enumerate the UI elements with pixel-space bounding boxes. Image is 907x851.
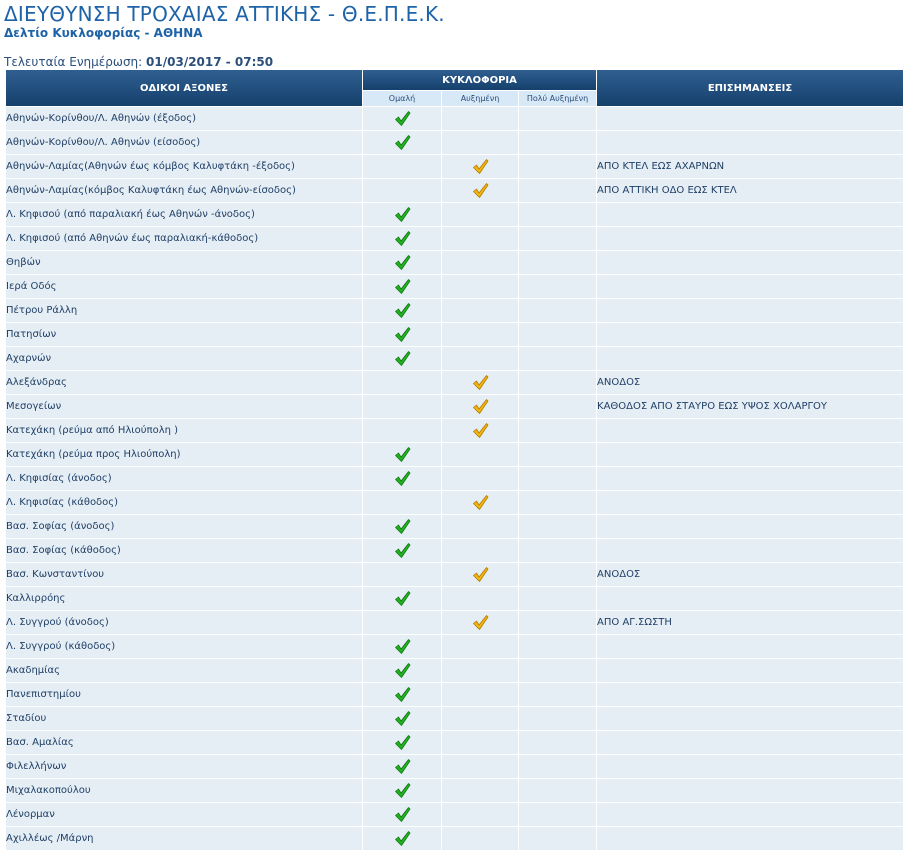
traffic-level-cell — [519, 491, 596, 514]
traffic-level-cell — [363, 323, 441, 346]
road-name: Βασ. Σοφίας (άνοδος) — [6, 515, 362, 538]
traffic-level-cell — [442, 251, 518, 274]
table-row — [6, 419, 903, 442]
traffic-level-cell — [519, 515, 596, 538]
road-note — [597, 539, 903, 562]
traffic-level-cell — [363, 251, 441, 274]
road-note — [597, 443, 903, 466]
road-note: ΑΠΟ ΚΤΕΛ ΕΩΣ ΑΧΑΡΝΩΝ — [597, 155, 903, 178]
traffic-level-cell — [363, 371, 441, 394]
traffic-level-cell — [442, 515, 518, 538]
road-name: Μιχαλακοπούλου — [6, 779, 362, 802]
table-row — [6, 203, 903, 226]
table-row — [6, 395, 903, 418]
traffic-level-cell — [363, 467, 441, 490]
traffic-level-cell — [442, 179, 518, 202]
table-row — [6, 347, 903, 370]
header-level-normal: Ομαλή — [363, 91, 441, 106]
traffic-level-cell — [363, 515, 441, 538]
table-row — [6, 467, 903, 490]
traffic-level-cell — [363, 419, 441, 442]
last-update-value: 01/03/2017 - 07:50 — [146, 55, 274, 69]
check-green-icon — [394, 446, 411, 463]
page-subtitle: Δελτίο Κυκλοφορίας - ΑΘΗΝΑ — [4, 26, 203, 40]
traffic-level-cell — [442, 587, 518, 610]
traffic-level-cell — [363, 611, 441, 634]
check-green-icon — [394, 326, 411, 343]
table-row — [6, 731, 903, 754]
traffic-level-cell — [363, 107, 441, 130]
traffic-level-cell — [519, 179, 596, 202]
traffic-level-cell — [442, 707, 518, 730]
road-note — [597, 491, 903, 514]
traffic-level-cell — [363, 395, 441, 418]
table-row — [6, 611, 903, 634]
traffic-level-cell — [442, 155, 518, 178]
road-note — [597, 707, 903, 730]
road-name: Λ. Κηφισίας (άνοδος) — [6, 467, 362, 490]
road-name: Λ. Κηφισίας (κάθοδος) — [6, 491, 362, 514]
check-green-icon — [394, 110, 411, 127]
traffic-level-cell — [442, 227, 518, 250]
road-note — [597, 347, 903, 370]
traffic-level-cell — [519, 587, 596, 610]
road-note: ΑΠΟ ΑΓ.ΣΩΣΤΗ — [597, 611, 903, 634]
check-orange-icon — [472, 614, 489, 631]
traffic-level-cell — [519, 371, 596, 394]
check-green-icon — [394, 758, 411, 775]
check-green-icon — [394, 518, 411, 535]
traffic-level-cell — [519, 659, 596, 682]
traffic-level-cell — [442, 755, 518, 778]
table-row — [6, 443, 903, 466]
check-green-icon — [394, 734, 411, 751]
road-name: Αθηνών-Λαμίας(κόμβος Καλυφτάκη έως Αθηνών-είσοδος) — [6, 179, 362, 202]
road-name: Λένορμαν — [6, 803, 362, 826]
check-green-icon — [394, 638, 411, 655]
header-roads: ΟΔΙΚΟΙ ΑΞΟΝΕΣ — [6, 70, 362, 106]
traffic-level-cell — [442, 395, 518, 418]
traffic-level-cell — [363, 131, 441, 154]
check-green-icon — [394, 710, 411, 727]
road-note: ΚΑΘΟΔΟΣ ΑΠΟ ΣΤΑΥΡΟ ΕΩΣ ΥΨΟΣ ΧΟΛΑΡΓΟΥ — [597, 395, 903, 418]
traffic-level-cell — [363, 347, 441, 370]
table-row — [6, 563, 903, 586]
traffic-level-cell — [363, 683, 441, 706]
check-green-icon — [394, 254, 411, 271]
table-row — [6, 803, 903, 826]
check-green-icon — [394, 350, 411, 367]
road-note: ΑΠΟ ΑΤΤΙΚΗ ΟΔΟ ΕΩΣ ΚΤΕΛ — [597, 179, 903, 202]
road-name: Λ. Κηφισού (από Αθηνών έως παραλιακή-κάθοδος) — [6, 227, 362, 250]
traffic-level-cell — [363, 227, 441, 250]
road-note — [597, 755, 903, 778]
check-green-icon — [394, 206, 411, 223]
traffic-level-cell — [519, 803, 596, 826]
table-row — [6, 659, 903, 682]
traffic-level-cell — [442, 347, 518, 370]
traffic-level-cell — [363, 155, 441, 178]
check-green-icon — [394, 278, 411, 295]
check-green-icon — [394, 542, 411, 559]
road-note — [597, 515, 903, 538]
traffic-level-cell — [363, 491, 441, 514]
check-green-icon — [394, 470, 411, 487]
check-green-icon — [394, 302, 411, 319]
traffic-level-cell — [519, 707, 596, 730]
check-orange-icon — [472, 398, 489, 415]
traffic-level-cell — [442, 371, 518, 394]
table-row — [6, 755, 903, 778]
traffic-level-cell — [363, 275, 441, 298]
traffic-level-cell — [519, 323, 596, 346]
traffic-level-cell — [442, 563, 518, 586]
page-title: ΔΙΕΥΘΥΝΣΗ ΤΡΟΧΑΙΑΣ ΑΤΤΙΚΗΣ - Θ.Ε.Π.Ε.Κ. — [4, 2, 445, 26]
road-name: Φιλελλήνων — [6, 755, 362, 778]
traffic-level-cell — [519, 443, 596, 466]
traffic-level-cell — [442, 299, 518, 322]
traffic-level-cell — [442, 611, 518, 634]
table-row — [6, 275, 903, 298]
traffic-level-cell — [442, 443, 518, 466]
road-note — [597, 779, 903, 802]
road-note — [597, 587, 903, 610]
traffic-level-cell — [442, 779, 518, 802]
traffic-level-cell — [519, 299, 596, 322]
road-name: Πανεπιστημίου — [6, 683, 362, 706]
header-level-heavy: Πολύ Αυξημένη — [519, 91, 596, 106]
traffic-level-cell — [519, 107, 596, 130]
road-note: ΑΝΟΔΟΣ — [597, 563, 903, 586]
traffic-level-cell — [363, 659, 441, 682]
table-row — [6, 491, 903, 514]
table-row — [6, 155, 903, 178]
traffic-level-cell — [519, 539, 596, 562]
road-name: Αχαρνών — [6, 347, 362, 370]
road-name: Βασ. Σοφίας (κάθοδος) — [6, 539, 362, 562]
check-green-icon — [394, 686, 411, 703]
road-name: Αθηνών-Κορίνθου/Λ. Αθηνών (είσοδος) — [6, 131, 362, 154]
road-name: Σταδίου — [6, 707, 362, 730]
traffic-table — [5, 69, 904, 851]
traffic-level-cell — [519, 827, 596, 850]
check-green-icon — [394, 830, 411, 847]
table-row — [6, 131, 903, 154]
road-note — [597, 251, 903, 274]
traffic-level-cell — [519, 419, 596, 442]
traffic-level-cell — [363, 203, 441, 226]
table-row — [6, 827, 903, 850]
check-orange-icon — [472, 182, 489, 199]
traffic-level-cell — [519, 779, 596, 802]
table-row — [6, 371, 903, 394]
traffic-level-cell — [442, 467, 518, 490]
road-note — [597, 275, 903, 298]
check-green-icon — [394, 590, 411, 607]
road-note — [597, 467, 903, 490]
traffic-level-cell — [363, 707, 441, 730]
traffic-level-cell — [442, 539, 518, 562]
check-orange-icon — [472, 158, 489, 175]
road-name: Λ. Συγγρού (άνοδος) — [6, 611, 362, 634]
header-traffic: ΚΥΚΛΟΦΟΡΙΑ — [363, 70, 596, 90]
traffic-level-cell — [519, 563, 596, 586]
traffic-level-cell — [363, 443, 441, 466]
road-note — [597, 227, 903, 250]
check-green-icon — [394, 134, 411, 151]
road-name: Αθηνών-Κορίνθου/Λ. Αθηνών (έξοδος) — [6, 107, 362, 130]
last-update-label: Τελευταία Ενημέρωση: — [4, 55, 143, 69]
traffic-level-cell — [363, 755, 441, 778]
check-orange-icon — [472, 566, 489, 583]
road-note — [597, 203, 903, 226]
traffic-rows — [6, 107, 903, 850]
road-note — [597, 299, 903, 322]
road-note — [597, 107, 903, 130]
check-orange-icon — [472, 494, 489, 511]
road-note — [597, 323, 903, 346]
road-name: Βασ. Κωνσταντίνου — [6, 563, 362, 586]
road-note — [597, 131, 903, 154]
traffic-level-cell — [363, 731, 441, 754]
traffic-level-cell — [519, 611, 596, 634]
table-row — [6, 683, 903, 706]
traffic-level-cell — [363, 587, 441, 610]
traffic-level-cell — [363, 539, 441, 562]
traffic-level-cell — [519, 131, 596, 154]
traffic-level-cell — [519, 635, 596, 658]
table-row — [6, 539, 903, 562]
road-name: Πατησίων — [6, 323, 362, 346]
road-name: Αχιλλέως /Μάρνη — [6, 827, 362, 850]
traffic-level-cell — [442, 419, 518, 442]
header-level-increased: Αυξημένη — [442, 91, 518, 106]
table-row — [6, 635, 903, 658]
traffic-level-cell — [519, 203, 596, 226]
check-green-icon — [394, 782, 411, 799]
traffic-level-cell — [363, 827, 441, 850]
road-name: Πέτρου Ράλλη — [6, 299, 362, 322]
road-name: Ιερά Οδός — [6, 275, 362, 298]
road-note — [597, 827, 903, 850]
road-note — [597, 731, 903, 754]
traffic-level-cell — [442, 323, 518, 346]
traffic-level-cell — [442, 131, 518, 154]
road-name: Θηβών — [6, 251, 362, 274]
table-row — [6, 251, 903, 274]
traffic-level-cell — [442, 683, 518, 706]
road-note — [597, 803, 903, 826]
traffic-level-cell — [442, 731, 518, 754]
table-row — [6, 299, 903, 322]
road-note — [597, 419, 903, 442]
traffic-level-cell — [442, 635, 518, 658]
check-orange-icon — [472, 422, 489, 439]
traffic-level-cell — [363, 563, 441, 586]
table-row — [6, 779, 903, 802]
road-name: Αλεξάνδρας — [6, 371, 362, 394]
traffic-level-cell — [519, 347, 596, 370]
table-row — [6, 515, 903, 538]
header-notes: ΕΠΙΣΗΜΑΝΣΕΙΣ — [597, 70, 903, 106]
traffic-level-cell — [519, 275, 596, 298]
traffic-level-cell — [519, 683, 596, 706]
traffic-level-cell — [442, 659, 518, 682]
road-note — [597, 659, 903, 682]
table-row — [6, 179, 903, 202]
road-name: Λ. Συγγρού (κάθοδος) — [6, 635, 362, 658]
road-name: Λ. Κηφισού (από παραλιακή έως Αθηνών -άνοδος) — [6, 203, 362, 226]
traffic-level-cell — [363, 803, 441, 826]
table-row — [6, 323, 903, 346]
traffic-level-cell — [519, 251, 596, 274]
traffic-level-cell — [519, 395, 596, 418]
check-green-icon — [394, 806, 411, 823]
road-note — [597, 683, 903, 706]
road-name: Αθηνών-Λαμίας(Αθηνών έως κόμβος Καλυφτάκη -έξοδος) — [6, 155, 362, 178]
check-green-icon — [394, 662, 411, 679]
traffic-level-cell — [519, 467, 596, 490]
traffic-level-cell — [442, 203, 518, 226]
last-update — [4, 55, 273, 69]
traffic-level-cell — [519, 755, 596, 778]
road-note — [597, 635, 903, 658]
road-name: Μεσογείων — [6, 395, 362, 418]
traffic-level-cell — [442, 275, 518, 298]
traffic-level-cell — [363, 179, 441, 202]
check-green-icon — [394, 230, 411, 247]
traffic-level-cell — [519, 731, 596, 754]
table-row — [6, 587, 903, 610]
road-name: Κατεχάκη (ρεύμα από Ηλιούπολη ) — [6, 419, 362, 442]
traffic-level-cell — [363, 635, 441, 658]
traffic-level-cell — [519, 155, 596, 178]
traffic-level-cell — [519, 227, 596, 250]
road-name: Καλλιρρόης — [6, 587, 362, 610]
traffic-level-cell — [442, 803, 518, 826]
traffic-level-cell — [442, 491, 518, 514]
table-row — [6, 227, 903, 250]
traffic-level-cell — [363, 779, 441, 802]
road-name: Βασ. Αμαλίας — [6, 731, 362, 754]
road-note: ΑΝΟΔΟΣ — [597, 371, 903, 394]
check-orange-icon — [472, 374, 489, 391]
traffic-level-cell — [442, 107, 518, 130]
road-name: Ακαδημίας — [6, 659, 362, 682]
road-name: Κατεχάκη (ρεύμα προς Ηλιούπολη) — [6, 443, 362, 466]
table-row — [6, 107, 903, 130]
table-row — [6, 707, 903, 730]
traffic-level-cell — [363, 299, 441, 322]
traffic-level-cell — [442, 827, 518, 850]
